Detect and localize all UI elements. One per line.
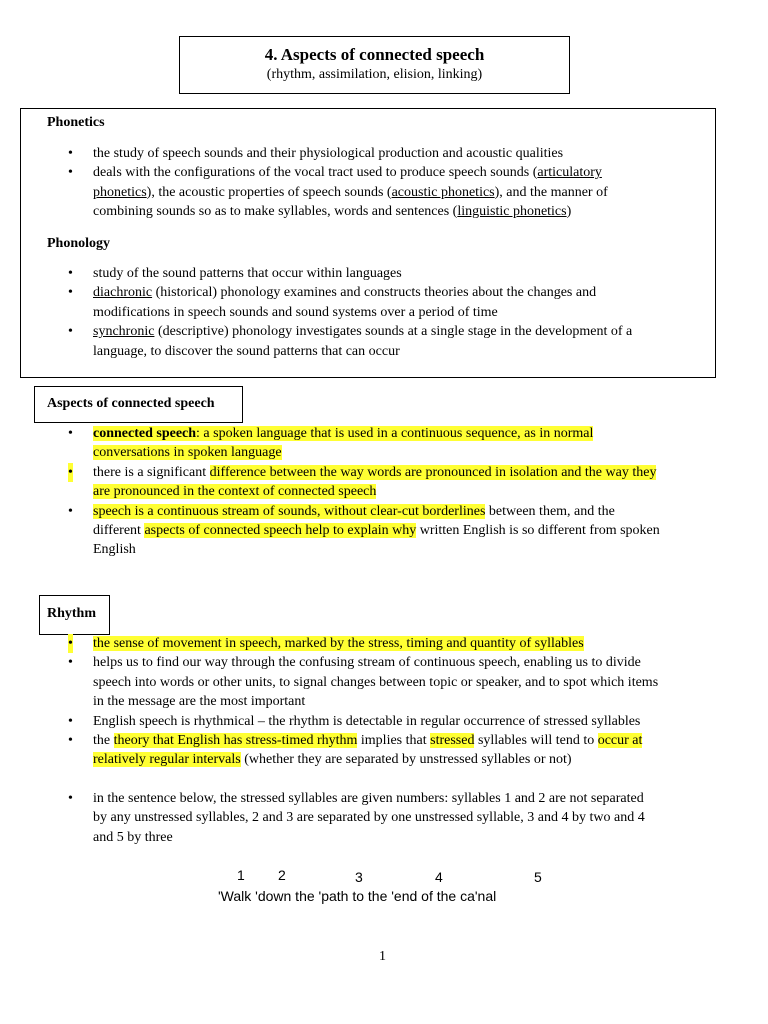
list-item: • in the sentence below, the stressed syllables are given numbers: syllables 1 and 2 are not separated by any unstressed syllables, 2 and 3 are separated by one unstressed syllable, 3 and 4 by two and 4 and 5 by three	[68, 790, 645, 845]
phonetics-list	[68, 144, 703, 222]
page-number: 1	[379, 949, 386, 964]
stressed-sentence: 'Walk 'down the 'path to the 'end of the ca'nal	[218, 888, 497, 904]
list-item: • English speech is rhythmical – the rhythm is detectable in regular occurrence of stressed syllables	[68, 713, 641, 729]
stress-number-2: 2	[278, 867, 286, 883]
list-item: • the study of speech sounds and their physiological production and acoustic qualities	[68, 146, 564, 161]
title-box	[179, 36, 570, 94]
list-item: • the theory that English has stress-timed rhythm implies that stressed syllables will tend to occur at relatively regular intervals (whether they are separated by unstressed syllables or not)	[68, 733, 643, 768]
aspects-heading: Aspects of connected speech	[47, 396, 215, 411]
rhythm-heading-box	[39, 595, 110, 635]
list-item: • synchronic (descriptive) phonology investigates sounds at a single stage in the development of a language, to discover the sound patterns that can occur	[68, 324, 633, 359]
phonetics-heading: Phonetics	[47, 115, 105, 130]
list-item: • the sense of movement in speech, marked by the stress, timing and quantity of syllables	[93, 634, 743, 653]
aspects-list	[68, 424, 733, 560]
list-item: • helps us to find our way through the confusing stream of continuous speech, enabling us to divide speech into words or other units, to signal changes between topic or speaker, and to spot which items in the message are the most important	[68, 655, 659, 710]
stress-number-3: 3	[355, 869, 363, 885]
stress-number-1: 1	[237, 867, 245, 883]
phonology-heading: Phonology	[47, 236, 111, 251]
list-item: • there is a significant difference between the way words are pronounced in isolation and the way they are pronounced in the context of connected speech	[68, 464, 657, 500]
rhythm-heading: Rhythm	[47, 606, 97, 621]
list-item: • speech is a continuous stream of sounds, without clear-cut borderlines between them, and the different aspects of connected speech help to explain why written English is so different from spoken English	[68, 503, 660, 558]
list-item: • deals with the configurations of the vocal tract used to produce speech sounds (articulatory phonetics), the acoustic properties of speech sounds (acoustic phonetics), and the manner of combining sounds so as to make syllables, words and sentences (linguistic phonetics)	[68, 165, 608, 220]
stress-number-4: 4	[435, 869, 443, 885]
list-item: • study of the sound patterns that occur within languages	[68, 266, 402, 281]
page-subtitle: (rhythm, assimilation, elision, linking)	[266, 67, 483, 82]
list-item: • diachronic (historical) phonology examines and constructs theories about the changes and modifications in speech sounds and sound systems over a period of time	[68, 285, 597, 320]
list-item: • connected speech: a spoken language that is used in a continuous sequence, as in normal conversations in spoken language	[68, 426, 594, 461]
aspects-heading-box	[34, 386, 243, 423]
page-title: 4. Aspects of connected speech	[264, 45, 485, 64]
phonology-list	[68, 264, 703, 361]
stress-number-5: 5	[534, 869, 542, 885]
rhythm-list	[68, 634, 743, 847]
